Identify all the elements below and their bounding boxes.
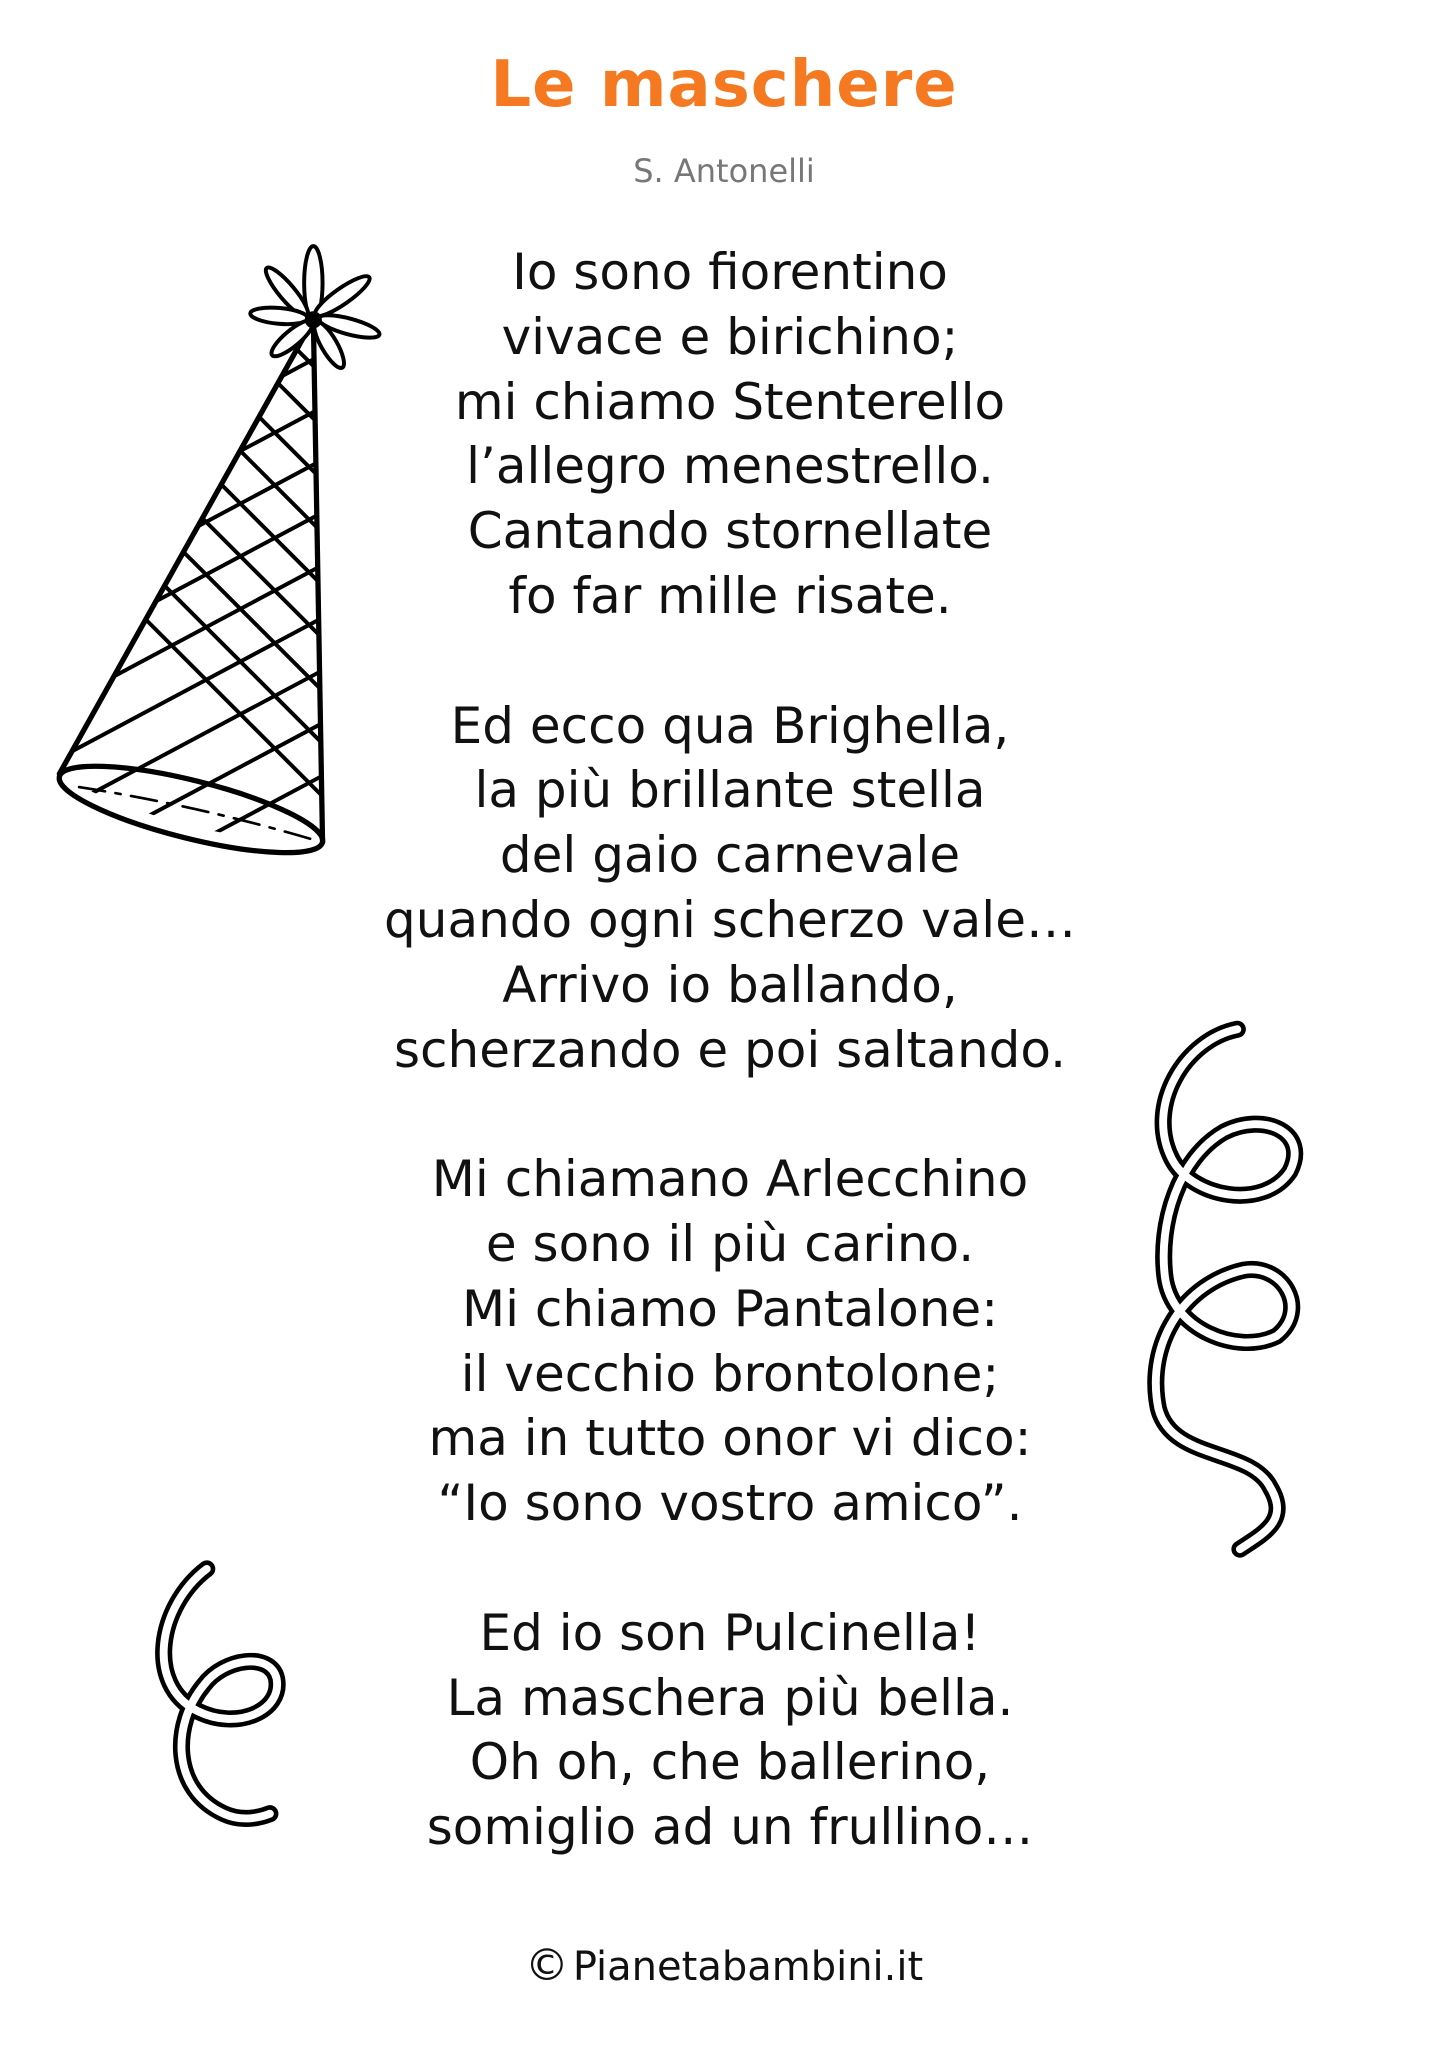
poem-line: La maschera più bella. bbox=[446, 1668, 1014, 1727]
footer-credit bbox=[0, 1940, 1448, 1991]
page-title: Le maschere bbox=[490, 48, 958, 122]
poem-line: Io sono fiorentino bbox=[512, 243, 948, 301]
poem-line: il vecchio brontolone; bbox=[460, 1344, 1000, 1403]
poem-line: ma in tutto onor vi dico: bbox=[428, 1409, 1032, 1468]
poem-line: mi chiamo Stenterello bbox=[454, 372, 1006, 431]
poem-line: Oh oh, che ballerino, bbox=[469, 1733, 991, 1792]
stanza-gap bbox=[330, 1082, 1130, 1147]
poem-line: Mi chiamo Pantalone: bbox=[461, 1279, 999, 1338]
poem-line: del gaio carnevale bbox=[499, 826, 961, 885]
poem-line: Ed ecco qua Brighella, bbox=[450, 696, 1010, 755]
poem-line: e sono il più carino. bbox=[485, 1214, 975, 1273]
poem-line: la più brillante stella bbox=[474, 761, 986, 820]
poem-line: Arrivo io ballando, bbox=[502, 955, 958, 1014]
poem bbox=[330, 240, 1130, 1860]
author: S. Antonelli bbox=[633, 152, 815, 190]
poem-line: fo far mille risate. bbox=[508, 566, 952, 625]
poem-line: “Io sono vostro amico”. bbox=[437, 1474, 1023, 1533]
streamer-icon bbox=[164, 1569, 277, 1819]
poem-line: somiglio ad un frullino… bbox=[426, 1798, 1034, 1857]
streamer-icon bbox=[1156, 1029, 1295, 1549]
copyright-icon: © bbox=[524, 1940, 569, 1991]
stanza-gap bbox=[330, 1536, 1130, 1601]
poem-line: vivace e birichino; bbox=[501, 307, 959, 366]
site-name: Pianetabambini.it bbox=[572, 1944, 924, 1990]
poem-line: Cantando stornellate bbox=[467, 502, 993, 561]
poem-line: quando ogni scherzo vale… bbox=[384, 890, 1076, 949]
poem-line: Ed io son Pulcinella! bbox=[479, 1603, 981, 1662]
poem-line: scherzando e poi saltando. bbox=[394, 1020, 1066, 1079]
poem-line: Mi chiamano Arlecchino bbox=[431, 1150, 1029, 1209]
poem-line: l’allegro menestrello. bbox=[466, 437, 994, 496]
stanza-gap bbox=[330, 629, 1130, 694]
